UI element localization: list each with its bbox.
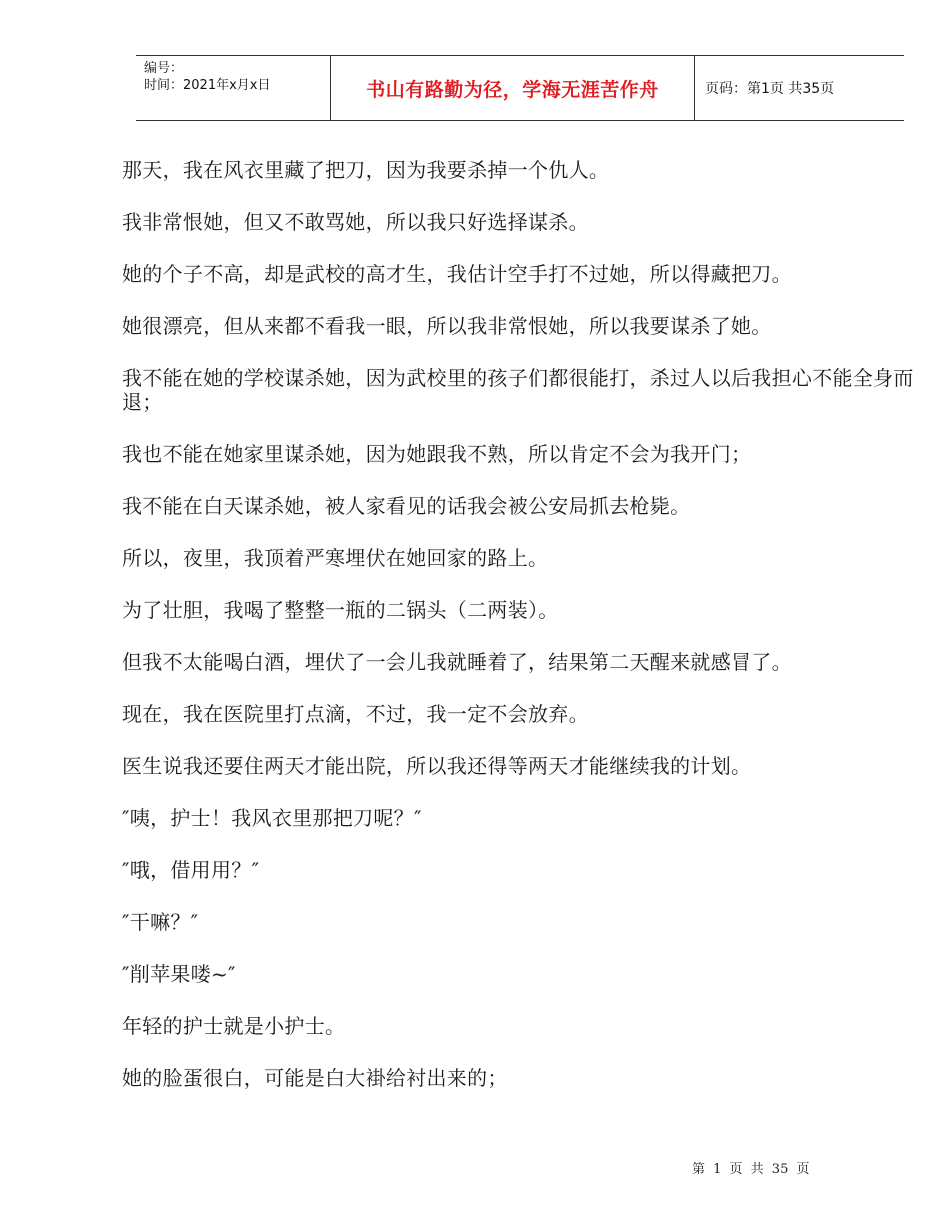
- header-page-number: 页码：第1页 共35页: [705, 81, 835, 97]
- document-number-label: 编号：: [144, 61, 184, 76]
- document-time-label: 时间：2021年x月x日: [144, 78, 271, 93]
- paragraph: 年轻的护士就是小护士。: [122, 1014, 346, 1038]
- paragraph: 我也不能在她家里谋杀她，因为她跟我不熟，所以肯定不会为我开门；: [122, 442, 752, 466]
- paragraph: ″咦，护士！我风衣里那把刀呢？″: [122, 806, 422, 830]
- paragraph: ″干嘛？″: [122, 910, 199, 934]
- paragraph: 我不能在白天谋杀她，被人家看见的话我会被公安局抓去枪毙。: [122, 494, 691, 518]
- document-body: [122, 158, 917, 1118]
- paragraph: 所以，夜里，我顶着严寒埋伏在她回家的路上。: [122, 546, 549, 570]
- paragraph: 为了壮胆，我喝了整整一瓶的二锅头（二两装）。: [122, 598, 559, 622]
- paragraph: 现在，我在医院里打点滴，不过，我一定不会放弃。: [122, 702, 589, 726]
- paragraph: 我非常恨她，但又不敢骂她，所以我只好选择谋杀。: [122, 210, 589, 234]
- paragraph: ″哦，借用用？″: [122, 858, 260, 882]
- paragraph: 她很漂亮，但从来都不看我一眼，所以我非常恨她，所以我要谋杀了她。: [122, 314, 772, 338]
- paragraph: 医生说我还要住两天才能出院，所以我还得等两天才能继续我的计划。: [122, 754, 752, 778]
- paragraph: 那天，我在风衣里藏了把刀，因为我要杀掉一个仇人。: [122, 158, 610, 182]
- paragraph: ″削苹果喽~″: [122, 962, 236, 986]
- page-header: [136, 55, 904, 121]
- paragraph: 我不能在她的学校谋杀她，因为武校里的孩子们都很能打，杀过人以后我担心不能全身而退；: [122, 366, 914, 414]
- page-footer: 第 1 页 共 35 页: [692, 1162, 810, 1177]
- paragraph: 她的个子不高，却是武校的高才生，我估计空手打不过她，所以得藏把刀。: [122, 262, 792, 286]
- header-motto: 书山有路勤为径，学海无涯苦作舟: [331, 56, 695, 120]
- paragraph: 但我不太能喝白酒，埋伏了一会儿我就睡着了，结果第二天醒来就感冒了。: [122, 650, 792, 674]
- paragraph: 她的脸蛋很白，可能是白大褂给衬出来的；: [122, 1066, 508, 1090]
- header-meta-cell: [136, 56, 331, 120]
